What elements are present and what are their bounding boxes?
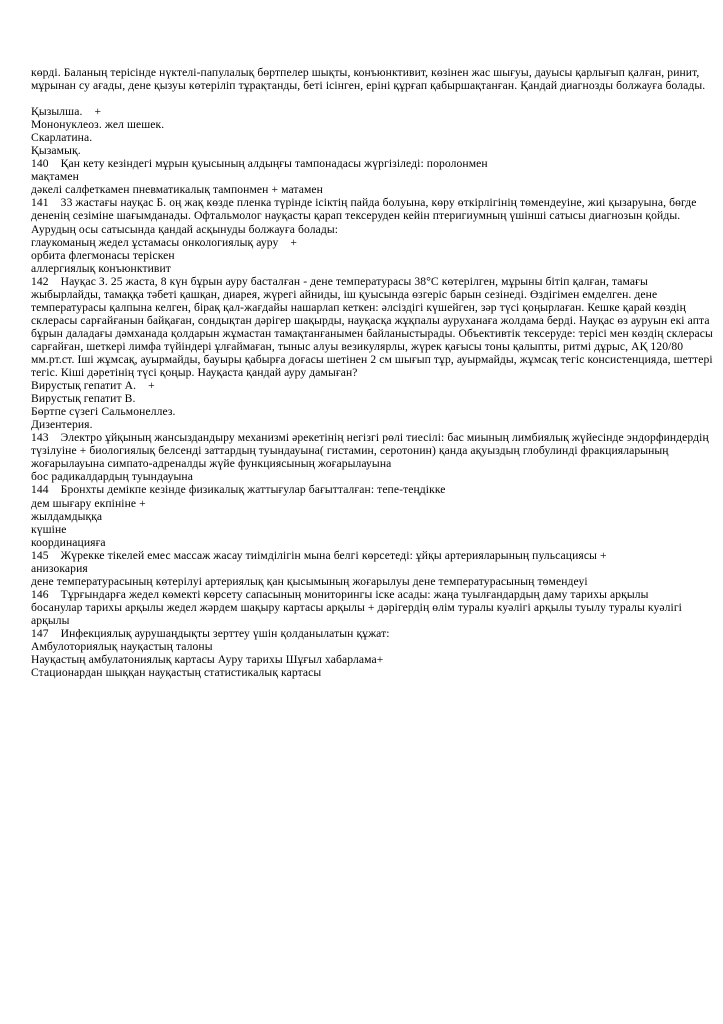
text-line: Скарлатина. — [31, 131, 93, 145]
text-line: Мононуклеоз. жел шешек. — [31, 118, 165, 132]
text-line: глаукоманың жедел ұстамасы онкологиялық ауру + — [31, 235, 298, 249]
text-line: дем шығару екпініне + — [31, 496, 146, 510]
text-line: Қызамық. — [31, 144, 81, 158]
text-line: Аурудың осы сатысында қандай асқынуды болжауға болады: — [31, 222, 339, 236]
question-145 — [31, 549, 695, 588]
text-line: дене температурасының көтерілуі артериялық қан қысымының жоғарылуы дене температурасының төмендеуі — [31, 574, 588, 588]
text-line: Қызылша. + — [31, 105, 102, 119]
text-line: арқылы — [31, 613, 70, 627]
text-line: Науқастың амбулатониялық картасы Ауру тарихы Шұғыл хабарлама+ — [31, 653, 384, 667]
text-line: склерасы сарғайғанын байқаған, сондықтан дәрігер шақырды, науқасқа жұқпалы ауруханаға жолдама берді. Науқас өз ауруын екі апта — [31, 313, 710, 327]
text-line: жыбырлайды, тамаққа тәбеті қашқан, диарея, жүрегі айниды, іш қуысында өзгеріс барын сезінеді. Өздігімен емделген. дене — [31, 287, 658, 301]
text-line: түзілуіне + биологиялық белсенді заттардың туындауына( гистамин, серотонин) қанда ақуыздың глобулинді фракцияларының — [31, 444, 669, 458]
text-line: аллергиялық конъюнктивит — [31, 261, 171, 275]
question-146 — [31, 588, 695, 627]
answer-options-previous-question — [31, 105, 695, 157]
document-text-content — [31, 66, 713, 680]
question-143 — [31, 431, 709, 484]
text-line: сарғайған, шеткері лимфа түйіндері ұлғаймаған, тыныс алуы везикулярлы, жүрек қағысы тоны қалыпты, ритмі дұрыс, АҚ 120/80 — [31, 339, 684, 353]
text-line: көрді. Баланың терісінде нүктелі-папулалық бөртпелер шықты, конъюнктивит, көзінен жас шығуы, дауысы қарлығып қалған, ринит, — [31, 66, 700, 79]
text-line: Амбулоториялық науқастың талоны — [31, 640, 213, 654]
question-141 — [31, 196, 695, 274]
text-line: күшіне — [31, 522, 67, 536]
continuation-paragraph — [31, 66, 706, 93]
text-line: Вирустық гепатит А. + — [31, 379, 155, 393]
text-line: тегіс. Кіші дәретінің түсі қоңыр. Науқаста қандай ауру дамыған? — [31, 366, 358, 380]
text-line: мұрынан су ағады, дене қызуы көтеріліп тұрақтанды, беті ісінген, еріні құрғап қабыршақтанған. Қандай диагнозды болжауға болады. — [31, 79, 706, 93]
text-line: температурасы қалпына келген, бірақ қал-жағдайы нашарлап кеткен: әлсіздігі күшейген, зәр түсі қоңырлаған. Кешке қарай көздің — [31, 300, 686, 314]
text-line: орбита флегмонасы теріскен — [31, 248, 175, 262]
question-144 — [31, 483, 695, 548]
question-140 — [31, 157, 695, 196]
text-line: 141 33 жастағы науқас Б. оң жақ көзде пленка түрінде ісіктің пайда болуына, көру өткірлігінің төмендеуіне, жиі қызаруына, бөгде — [31, 196, 697, 210]
question-147 — [31, 627, 695, 679]
text-line: жоғарылауына симпато-адреналды жүйе функциясының жоғарылауына — [31, 457, 392, 471]
text-line: Стационардан шыққан науқастың статистикалық картасы — [31, 666, 322, 680]
text-line: Бөртпе сүзегі Сальмонеллез. — [31, 405, 176, 419]
text-line: мақтамен — [31, 170, 79, 184]
text-line: 140 Қан кету кезіндегі мұрын қуысының алдыңғы тампонадасы жүргізіледі: поролонмен — [31, 157, 488, 171]
text-line: 147 Инфекциялық аурушаңдықты зерттеу үшін қолданылатын құжат: — [31, 626, 390, 640]
text-line: дәкелі салфеткамен пневматикалық тампонмен + матамен — [31, 183, 323, 197]
text-line: координацияға — [31, 535, 106, 549]
text-line: 143 Электро ұйқының жансыздандыру механизмі әрекетінің негізгі рөлі тиесілі: бас миының лимбиялық жүйесінде эндорфиндердің — [31, 431, 709, 445]
text-line: босанулар тарихы арқылы жедел жәрдем шақыру картасы арқылы + дәрігердің өлім туралы куәлігі арқылы туылу туралы куәлігі — [31, 600, 682, 614]
text-line: бос радикалдардың туындауына — [31, 470, 193, 484]
text-line: 145 Жүрекке тікелей емес массаж жасау тиімділігін мына белгі көрсетеді: ұйқы артерияларының пульсациясы + — [31, 548, 607, 562]
text-line: бұрын даладағы дәмханада қолдарын жұмастан тамақтанғанымен байланыстырады. Объективтік тексеруде: терісі мен көздің склерасы — [31, 326, 713, 340]
question-142 — [31, 274, 713, 432]
text-line: 142 Науқас З. 25 жаста, 8 күн бұрын ауру басталған - дене температурасы 38°С көтерілген, мұрыны бітіп қалған, тамағы — [31, 274, 648, 288]
text-line: жылдамдыққа — [31, 509, 103, 523]
text-line: Дизентерия. — [31, 418, 93, 432]
text-line: 146 Тұрғындарға жедел көмекті көрсету сапасының мониторингы іске асады: жаңа туылғандардың даму тарихы арқылы — [31, 587, 649, 601]
text-line: дененің сезіміне шағымданады. Офтальмолог науқасты қарап тексеруден кейін птеригиумның үшінші сатысы диагнозын қойды. — [31, 209, 681, 223]
text-line: Вирустық гепатит В. — [31, 392, 136, 406]
text-line: анизокария — [31, 561, 88, 575]
text-line: мм.рт.ст. Іші жұмсақ, ауырмайды, бауыры қабырға доғасы шетінен 2 см шығып тұр, ауырмайды, жұмсақ тегіс консистенцияда, шеттері — [31, 352, 713, 366]
text-line: 144 Бронхты демікпе кезінде физикалық жаттығулар бағытталған: тепе-теңдікке — [31, 483, 446, 497]
